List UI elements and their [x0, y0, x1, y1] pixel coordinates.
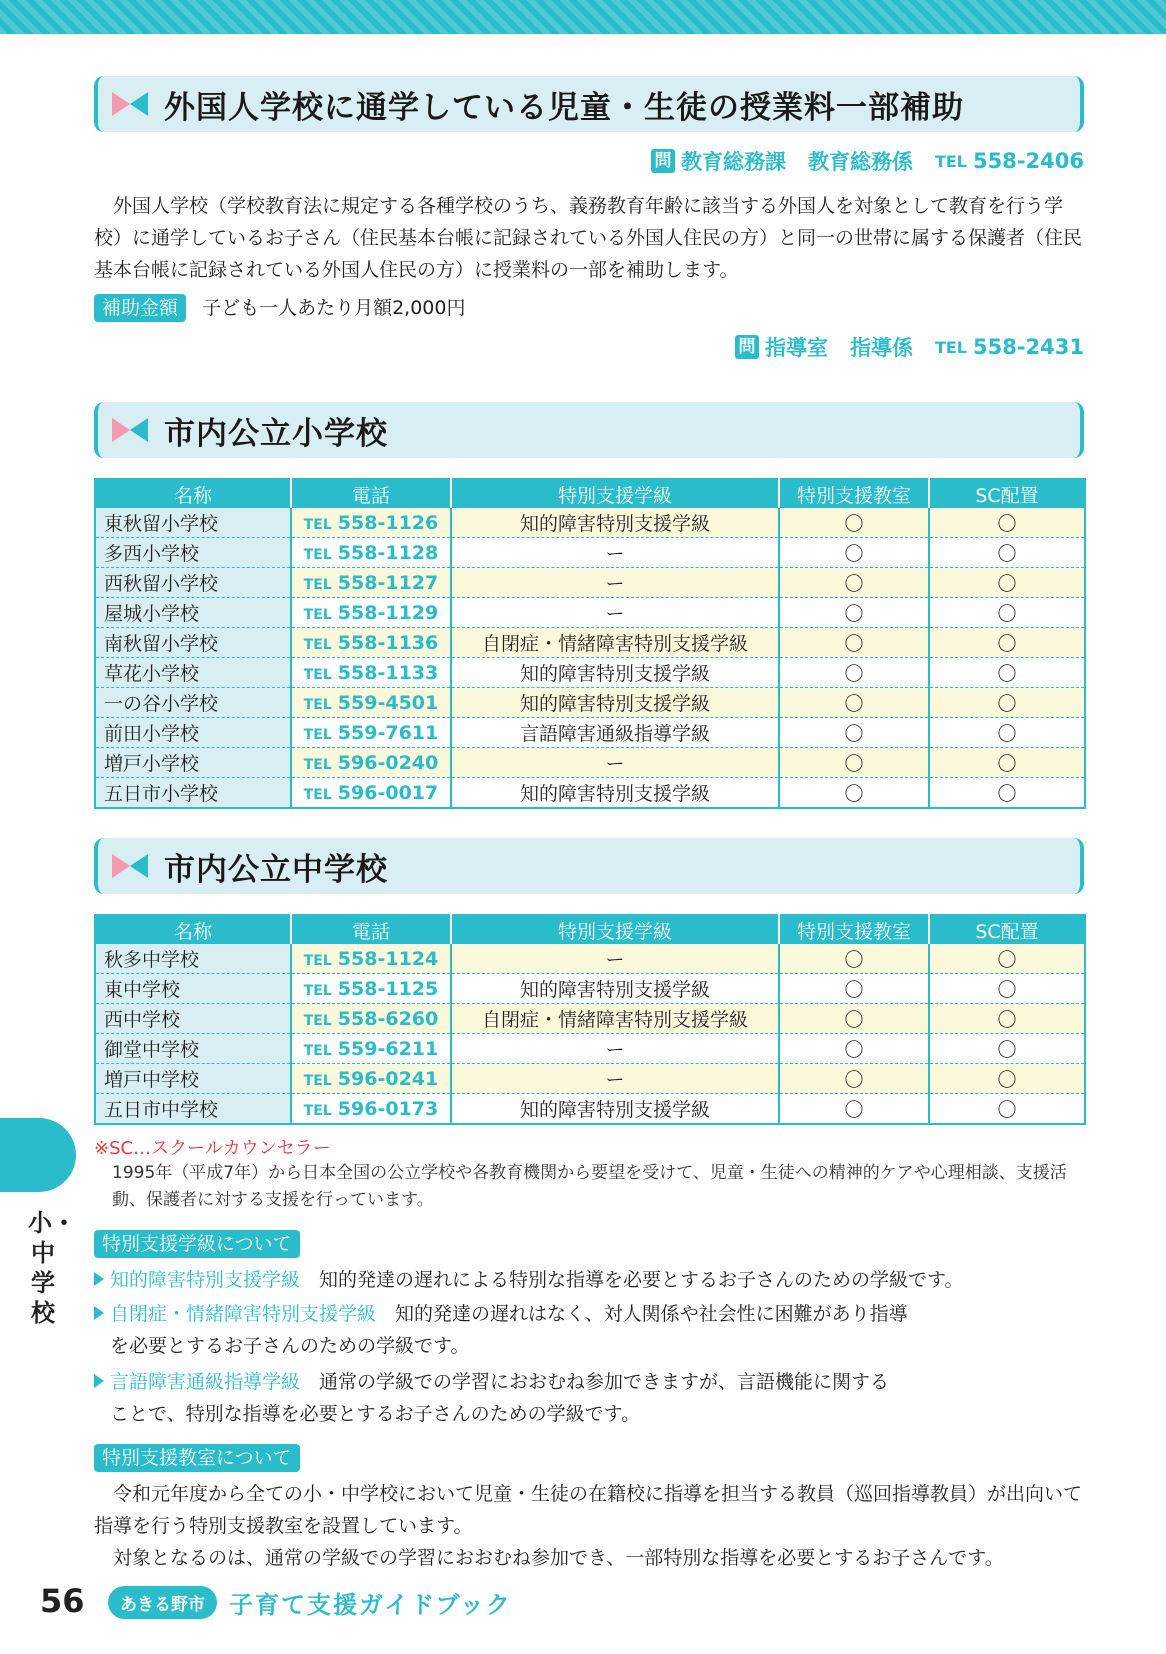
- tel-label: TEL: [303, 952, 332, 969]
- sc-mark: 〇: [929, 778, 1085, 809]
- special-class: ー: [451, 1064, 779, 1094]
- tel-label: TEL: [303, 576, 332, 593]
- item-text-continued: を必要とするお子さんのための学級です。: [110, 1335, 470, 1357]
- table-row: [95, 944, 1085, 974]
- tel-label: TEL: [303, 516, 332, 533]
- sc-mark: 〇: [929, 974, 1085, 1004]
- page-number: 56: [40, 1582, 85, 1620]
- col-header-name: 名称: [95, 479, 291, 508]
- school-name: 御堂中学校: [95, 1034, 291, 1064]
- special-room-mark: 〇: [779, 1064, 929, 1094]
- special-room-mark: 〇: [779, 628, 929, 658]
- tel-number[interactable]: 558-1136: [337, 631, 439, 654]
- special-room-mark: 〇: [779, 944, 929, 974]
- col-header-room: 特別支援教室: [779, 915, 929, 944]
- footer-logo: [108, 1584, 512, 1620]
- tel-number[interactable]: 596-0017: [337, 781, 439, 804]
- table-row: [95, 688, 1085, 718]
- table-row: [95, 1004, 1085, 1034]
- sc-mark: 〇: [929, 658, 1085, 688]
- special-class: ー: [451, 538, 779, 568]
- tel-number[interactable]: 559-7611: [337, 721, 439, 744]
- tel-label: TEL: [303, 786, 332, 803]
- school-tel[interactable]: [291, 1034, 451, 1064]
- school-name: 東中学校: [95, 974, 291, 1004]
- col-header-name: 名称: [95, 915, 291, 944]
- school-name: 東秋留小学校: [95, 508, 291, 538]
- special-room-mark: 〇: [779, 974, 929, 1004]
- contact-guidance: [735, 332, 1084, 362]
- tel-number[interactable]: 558-1128: [337, 541, 439, 564]
- tel-label: TEL: [303, 1102, 332, 1119]
- subsidy-amount-text: 子ども一人あたり月額2,000円: [202, 297, 466, 319]
- list-item: [94, 1264, 1084, 1296]
- tel-number[interactable]: 558-1133: [337, 661, 439, 684]
- school-tel[interactable]: [291, 1064, 451, 1094]
- item-keyword: 自閉症・情緒障害特別支援学級: [110, 1303, 377, 1325]
- tel-label: TEL: [303, 982, 332, 999]
- special-room-mark: 〇: [779, 538, 929, 568]
- special-class: ー: [451, 1034, 779, 1064]
- table-row: [95, 748, 1085, 778]
- special-room-mark: 〇: [779, 1034, 929, 1064]
- triangle-bullet-icon: [94, 1272, 104, 1286]
- special-class-heading: [94, 1228, 1084, 1260]
- special-class: ー: [451, 598, 779, 628]
- side-index-tab: [0, 1118, 76, 1192]
- special-room-mark: 〇: [779, 718, 929, 748]
- school-name: 増戸中学校: [95, 1064, 291, 1094]
- school-tel[interactable]: [291, 974, 451, 1004]
- contact-unit: 教育総務係: [807, 150, 913, 174]
- tel-number[interactable]: 558-6260: [337, 1007, 439, 1030]
- tel-label: TEL: [303, 1072, 332, 1089]
- tel-label: TEL: [303, 756, 332, 773]
- col-header-tel: 電話: [291, 915, 451, 944]
- tel-number[interactable]: 559-4501: [337, 691, 439, 714]
- tel-number[interactable]: 558-1124: [337, 947, 439, 970]
- school-tel[interactable]: [291, 1094, 451, 1125]
- school-tel[interactable]: [291, 628, 451, 658]
- special-class: ー: [451, 748, 779, 778]
- contact-education-affairs: [651, 146, 1084, 176]
- col-header-sc: SC配置: [929, 479, 1085, 508]
- sc-mark: 〇: [929, 718, 1085, 748]
- special-room-mark: 〇: [779, 598, 929, 628]
- special-class: 知的障害特別支援学級: [451, 658, 779, 688]
- special-room-mark: 〇: [779, 748, 929, 778]
- school-name: 多西小学校: [95, 538, 291, 568]
- triangle-bullet-icon: [94, 1374, 104, 1388]
- school-name: 草花小学校: [95, 658, 291, 688]
- tel-label: TEL: [934, 151, 967, 171]
- table-row: [95, 778, 1085, 809]
- item-text: 知的発達の遅れによる特別な指導を必要とするお子さんのための学級です。: [319, 1269, 964, 1291]
- sc-mark: 〇: [929, 748, 1085, 778]
- special-room-tag: 特別支援教室について: [94, 1444, 300, 1472]
- guidebook-title: 子育て支援ガイドブック: [229, 1590, 512, 1619]
- tel-number[interactable]: 558-1129: [337, 601, 439, 624]
- contact-dept: 指導室: [764, 336, 828, 360]
- special-room-mark: 〇: [779, 568, 929, 598]
- tel-label: TEL: [303, 1042, 332, 1059]
- table-row: [95, 508, 1085, 538]
- triangle-bullet-icon: [94, 1306, 104, 1320]
- sc-mark: 〇: [929, 568, 1085, 598]
- tel-number[interactable]: 596-0240: [337, 751, 439, 774]
- inquiry-icon: 問: [651, 149, 675, 173]
- school-name: 西秋留小学校: [95, 568, 291, 598]
- col-header-class: 特別支援学級: [451, 915, 779, 944]
- school-name: 屋城小学校: [95, 598, 291, 628]
- subsidy-amount-row: [94, 292, 1084, 324]
- table-row: [95, 658, 1085, 688]
- special-class: 知的障害特別支援学級: [451, 688, 779, 718]
- special-class: 知的障害特別支援学級: [451, 508, 779, 538]
- table-row: [95, 568, 1085, 598]
- sc-mark: 〇: [929, 944, 1085, 974]
- tel-label: TEL: [934, 337, 967, 357]
- tel-number[interactable]: 558-1127: [337, 571, 439, 594]
- tel-label: TEL: [303, 606, 332, 623]
- contact-tel[interactable]: 558-2431: [973, 335, 1084, 359]
- sc-mark: 〇: [929, 598, 1085, 628]
- elementary-school-table: [94, 478, 1086, 809]
- item-text-continued: ことで、特別な指導を必要とするお子さんのための学級です。: [110, 1403, 641, 1425]
- contact-dept: 教育総務課: [680, 150, 786, 174]
- school-name: 西中学校: [95, 1004, 291, 1034]
- table-row: [95, 1094, 1085, 1125]
- section-heading-junior: [94, 838, 1084, 894]
- school-name: 増戸小学校: [95, 748, 291, 778]
- special-class: 知的障害特別支援学級: [451, 974, 779, 1004]
- special-class-tag: 特別支援学級について: [94, 1230, 300, 1258]
- school-tel[interactable]: [291, 538, 451, 568]
- school-name: 一の谷小学校: [95, 688, 291, 718]
- item-text: 知的発達の遅れはなく、対人関係や社会性に困難があり指導: [395, 1303, 908, 1325]
- special-class: 知的障害特別支援学級: [451, 1094, 779, 1125]
- sc-note-title: ※SC…スクールカウンセラー: [94, 1138, 331, 1159]
- table-row: [95, 1034, 1085, 1064]
- sc-mark: 〇: [929, 1034, 1085, 1064]
- item-keyword: 知的障害特別支援学級: [110, 1269, 301, 1291]
- sc-note-body: 1995年（平成7年）から日本全国の公立学校や各教育機関から要望を受けて、児童・生徒への精神的ケアや心理相談、支援活動、保護者に対する支援を行っています。: [112, 1163, 1067, 1210]
- item-text: 通常の学級での学習におおむね参加できますが、言語機能に関する: [319, 1371, 890, 1393]
- section-title: 市内公立中学校: [164, 851, 388, 888]
- special-room-mark: 〇: [779, 658, 929, 688]
- school-name: 前田小学校: [95, 718, 291, 748]
- tel-number[interactable]: 558-1126: [337, 511, 439, 534]
- city-logo: あきる野市: [108, 1586, 217, 1619]
- school-tel[interactable]: [291, 718, 451, 748]
- special-room-mark: 〇: [779, 1094, 929, 1125]
- school-tel[interactable]: [291, 748, 451, 778]
- school-tel[interactable]: [291, 778, 451, 809]
- item-keyword: 言語障害通級指導学級: [110, 1371, 301, 1393]
- school-tel[interactable]: [291, 944, 451, 974]
- sc-mark: 〇: [929, 508, 1085, 538]
- school-tel[interactable]: [291, 688, 451, 718]
- table-row: [95, 598, 1085, 628]
- ribbon-icon: [112, 854, 154, 878]
- subsidy-amount-tag: 補助金額: [94, 294, 186, 322]
- section-title: 市内公立小学校: [164, 415, 388, 452]
- school-tel[interactable]: [291, 508, 451, 538]
- special-room-mark: 〇: [779, 778, 929, 809]
- col-header-room: 特別支援教室: [779, 479, 929, 508]
- tel-label: TEL: [303, 666, 332, 683]
- special-room-paragraph-2: 対象となるのは、通常の学級での学習におおむね参加でき、一部特別な指導を必要とするお子さんです。: [113, 1547, 1004, 1569]
- school-tel[interactable]: [291, 658, 451, 688]
- sc-mark: 〇: [929, 1004, 1085, 1034]
- sc-mark: 〇: [929, 538, 1085, 568]
- school-name: 五日市中学校: [95, 1094, 291, 1125]
- special-class: 自閉症・情緒障害特別支援学級: [451, 628, 779, 658]
- side-index-label: 小・中学校: [28, 1209, 76, 1327]
- tel-label: TEL: [303, 726, 332, 743]
- table-row: [95, 628, 1085, 658]
- tel-label: TEL: [303, 546, 332, 563]
- contact-unit: 指導係: [849, 336, 913, 360]
- sc-mark: 〇: [929, 1094, 1085, 1125]
- list-item: [94, 1366, 1084, 1430]
- col-header-sc: SC配置: [929, 915, 1085, 944]
- school-tel[interactable]: [291, 568, 451, 598]
- section-heading-elementary: [94, 402, 1084, 458]
- section-heading-foreign-school: [94, 76, 1084, 132]
- ribbon-icon: [112, 418, 154, 442]
- sc-mark: 〇: [929, 688, 1085, 718]
- special-class: 言語障害通級指導学級: [451, 718, 779, 748]
- special-room-mark: 〇: [779, 688, 929, 718]
- school-tel[interactable]: [291, 598, 451, 628]
- school-name: 南秋留小学校: [95, 628, 291, 658]
- sc-mark: 〇: [929, 1064, 1085, 1094]
- special-room-mark: 〇: [779, 508, 929, 538]
- tel-label: TEL: [303, 696, 332, 713]
- table-row: [95, 538, 1085, 568]
- ribbon-icon: [112, 92, 154, 116]
- contact-tel[interactable]: 558-2406: [973, 149, 1084, 173]
- special-room-mark: 〇: [779, 1004, 929, 1034]
- tel-number[interactable]: 559-6211: [337, 1037, 439, 1060]
- school-name: 五日市小学校: [95, 778, 291, 809]
- top-decorative-band: [0, 0, 1166, 34]
- tel-number[interactable]: 558-1125: [337, 977, 439, 1000]
- tel-label: TEL: [303, 1012, 332, 1029]
- special-class: ー: [451, 568, 779, 598]
- foreign-school-paragraph: 外国人学校（学校教育法に規定する各種学校のうち、義務教育年齢に該当する外国人を対象として教育を行う学校）に通学しているお子さん（住民基本台帳に記録されている外国人住民の方）と同一の世帯に属する保護者（住民基本台帳に記録されている外国人住民の方）に授業料の一部を補助します。: [94, 195, 1083, 281]
- junior-school-table: [94, 914, 1086, 1125]
- school-name: 秋多中学校: [95, 944, 291, 974]
- table-row: [95, 1064, 1085, 1094]
- list-item: [94, 1298, 1084, 1362]
- school-tel[interactable]: [291, 1004, 451, 1034]
- special-room-heading: [94, 1442, 1084, 1474]
- col-header-class: 特別支援学級: [451, 479, 779, 508]
- table-row: [95, 974, 1085, 1004]
- special-class: ー: [451, 944, 779, 974]
- col-header-tel: 電話: [291, 479, 451, 508]
- special-room-paragraph-1: 令和元年度から全ての小・中学校において児童・生徒の在籍校に指導を担当する教員（巡回指導教員）が出向いて指導を行う特別支援教室を設置しています。: [94, 1483, 1083, 1537]
- inquiry-icon: 問: [735, 335, 759, 359]
- tel-number[interactable]: 596-0241: [337, 1067, 439, 1090]
- tel-number[interactable]: 596-0173: [337, 1097, 439, 1120]
- section-title: 外国人学校に通学している児童・生徒の授業料一部補助: [164, 89, 964, 126]
- tel-label: TEL: [303, 636, 332, 653]
- table-row: [95, 718, 1085, 748]
- special-class: 自閉症・情緒障害特別支援学級: [451, 1004, 779, 1034]
- sc-mark: 〇: [929, 628, 1085, 658]
- special-class: 知的障害特別支援学級: [451, 778, 779, 809]
